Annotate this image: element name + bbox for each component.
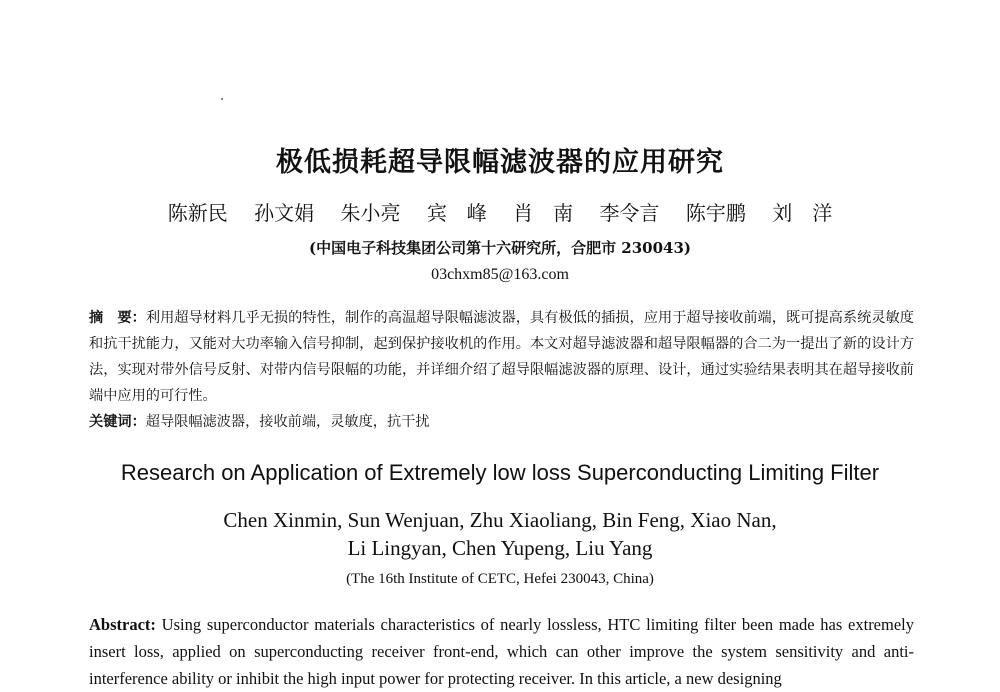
cn-author: 朱小亮 <box>340 201 401 225</box>
chinese-affiliation: (中国电子科技集团公司第十六研究所，合肥市 230043) <box>308 239 692 257</box>
english-authors-line-1: Chen Xinmin, Sun Wenjuan, Zhu Xiaoliang, Bin Feng, Xiao Nan, <box>223 508 777 532</box>
cn-author: 陈新民 <box>167 201 228 225</box>
chinese-abstract-label: 摘 要： <box>89 310 146 326</box>
chinese-keywords-label: 关键词： <box>89 414 146 430</box>
cn-author: 李令言 <box>599 201 660 225</box>
stray-dot-mark <box>221 98 223 100</box>
english-title: Research on Application of Extremely low loss Superconducting Limiting Filter <box>120 460 880 485</box>
chinese-abstract <box>89 305 914 409</box>
chinese-authors <box>0 197 1000 226</box>
author-email: 03chxm85@163.com <box>431 266 569 283</box>
chinese-keywords-text: 超导限幅滤波器，接收前端，灵敏度，抗干扰 <box>145 414 430 430</box>
cn-author: 陈宇鹏 <box>685 201 746 225</box>
english-abstract-label: Abstract: <box>89 615 156 634</box>
english-authors-line-2: Li Lingyan, Chen Yupeng, Liu Yang <box>347 536 653 560</box>
english-affiliation: (The 16th Institute of CETC, Hefei 230043, China) <box>346 571 654 587</box>
cn-author: 刘 洋 <box>772 201 833 225</box>
english-abstract <box>89 611 914 692</box>
chinese-abstract-text: 利用超导材料几乎无损的特性，制作的高温超导限幅滤波器，具有极低的插损，应用于超导接收前端，既可提高系统灵敏度和抗干扰能力，又能对大功率输入信号抑制，起到保护接收机的作用。本文对超导滤波器和超导限幅器的合二为一提出了新的设计方法，实现对带外信号反射、对带内信号限幅的功能，并详细介绍了超导限幅滤波器的原理、设计，通过实验结果表明其在超导接收前端中应用的可行性。 <box>89 310 914 404</box>
cn-author: 肖 南 <box>513 201 574 225</box>
cn-author: 孙文娟 <box>254 201 315 225</box>
chinese-title: 极低损耗超导限幅滤波器的应用研究 <box>276 147 724 178</box>
english-abstract-text: Using superconductor materials characteristics of nearly lossless, HTC limiting filter been made has extremely insert loss, applied on superconducting receiver front-end, which can other improve the system sensitivity and anti-interference ability or inhibit the high input power for protecting receiver. In this article, a new designing <box>89 615 915 688</box>
cn-author: 宾 峰 <box>426 201 487 225</box>
english-authors <box>0 506 1000 562</box>
chinese-keywords <box>89 411 430 431</box>
